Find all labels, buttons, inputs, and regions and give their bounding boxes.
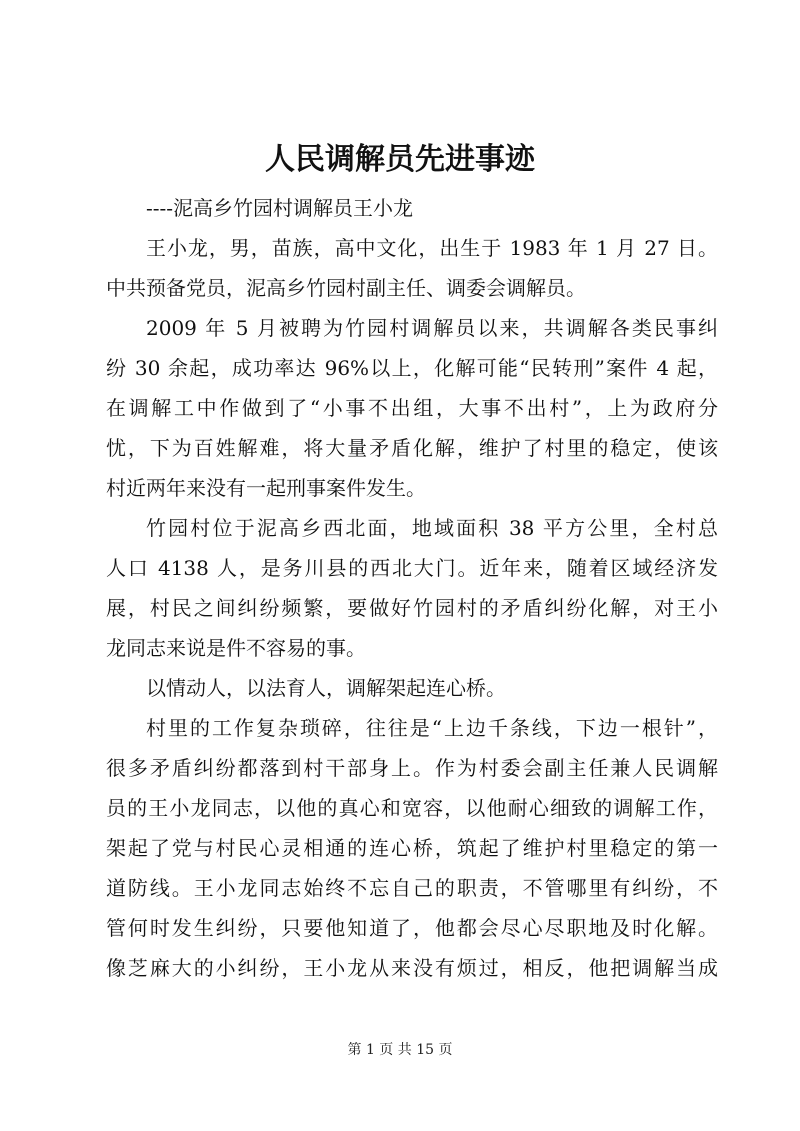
paragraph-line: 龙同志来说是件不容易的事。	[106, 636, 366, 660]
paragraph-line: 管何时发生纠纷，只要他知道了，他都会尽心尽职地及时化解。	[106, 916, 718, 940]
paragraph-line: 纷 30 余起，成功率达 96%以上，化解可能“民转刑”案件 4 起，	[106, 356, 718, 380]
paragraph-line: 架起了党与村民心灵相通的连心桥，筑起了维护村里稳定的第一	[106, 836, 718, 860]
paragraph-line: 在调解工中作做到了“小事不出组，大事不出村”，上为政府分	[106, 396, 718, 420]
paragraph-line: 竹园村位于泥高乡西北面，地域面积 38 平方公里，全村总	[146, 516, 718, 540]
paragraph-line: 2009 年 5 月被聘为竹园村调解员以来，共调解各类民事纠	[146, 316, 718, 340]
paragraph-line: 像芝麻大的小纠纷，王小龙从来没有烦过，相反，他把调解当成	[106, 956, 718, 980]
document-body	[106, 188, 718, 988]
paragraph-line: 道防线。王小龙同志始终不忘自己的职责，不管哪里有纠纷，不	[106, 876, 718, 900]
paragraph-line: 王小龙，男，苗族，高中文化，出生于 1983 年 1 月 27 日。	[146, 236, 718, 260]
paragraph-line: 中共预备党员，泥高乡竹园村副主任、调委会调解员。	[106, 276, 586, 300]
paragraph-line: 村近两年来没有一起刑事案件发生。	[106, 476, 426, 500]
paragraph-line: 以情动人，以法育人，调解架起连心桥。	[146, 676, 506, 700]
document-title: 人民调解员先进事迹	[265, 142, 535, 177]
paragraph-line: 人口 4138 人，是务川县的西北大门。近年来，随着区域经济发	[106, 556, 718, 580]
paragraph-line: 很多矛盾纠纷都落到村干部身上。作为村委会副主任兼人民调解	[106, 756, 718, 780]
page-number-footer: 第 1 页 共 15 页	[347, 1042, 453, 1058]
paragraph-line: 展，村民之间纠纷频繁，要做好竹园村的矛盾纠纷化解，对王小	[106, 596, 718, 620]
paragraph-line: 忧，下为百姓解难，将大量矛盾化解，维护了村里的稳定，使该	[106, 436, 718, 460]
paragraph-line: 员的王小龙同志，以他的真心和宽容，以他耐心细致的调解工作，	[106, 796, 718, 820]
paragraph-line: 村里的工作复杂琐碎，往往是“上边千条线，下边一根针”，	[146, 716, 718, 740]
subtitle-line: ----泥高乡竹园村调解员王小龙	[146, 196, 414, 220]
